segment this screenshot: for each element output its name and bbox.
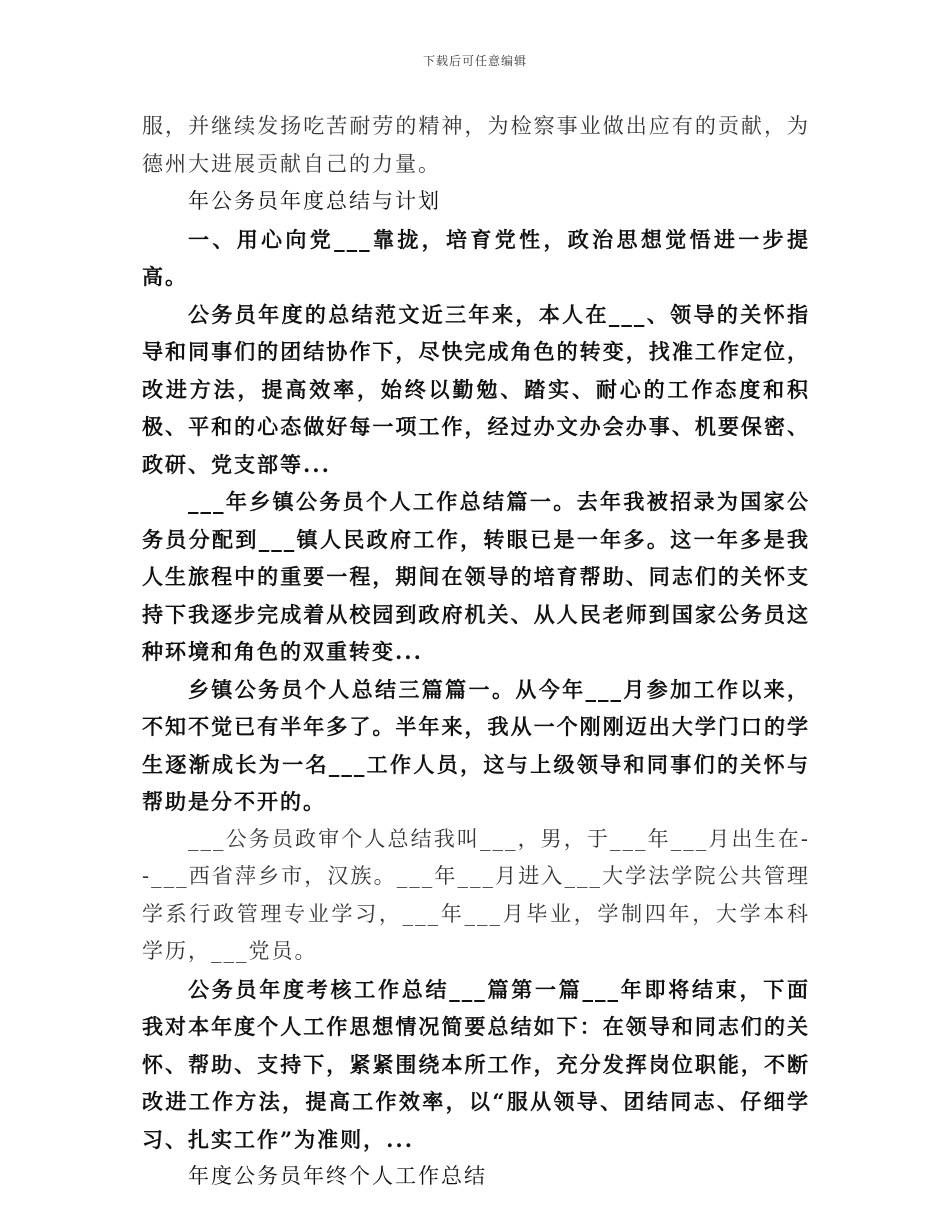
section-title: 年公务员年度总结与计划 xyxy=(188,189,441,213)
paragraph: 公务员年度的总结范文近三年来，本人在___、领导的关怀指导和同事们的团结协作下，尽快完成角色的转变，找准工作定位，改进方法，提高效率，始终以勤勉、踏实、耐心的工作态度和积极、平和的心态做好每一项工作，经过办文办会办事、机要保密、政研、党支部等... xyxy=(142,301,810,477)
page-header: 下载后可任意编辑 xyxy=(422,54,527,68)
section-heading: 一、用心向党___靠拢，培育党性，政治思想觉悟进一步提高。 xyxy=(142,226,810,289)
document-body xyxy=(142,108,810,1196)
section-title: 年度公务员年终个人工作总结 xyxy=(188,1164,487,1188)
paragraph: ___年乡镇公务员个人工作总结篇一。去年我被招录为国家公务员分配到___镇人民政府工作，转眼已是一年多。这一年多是我人生旅程中的重要一程，期间在领导的培育帮助、同志们的关怀支持下我逐步完成着从校园到政府机关、从人民老师到国家公务员这种环境和角色的双重转变... xyxy=(142,489,810,664)
paragraph: 公务员年度考核工作总结___篇第一篇___年即将结束，下面我对本年度个人工作思想情况简要总结如下：在领导和同志们的关怀、帮助、支持下，紧紧围绕本所工作，充分发挥岗位职能，不断改进工作方法，提高工作效率，以“服从领导、团结同志、仔细学习、扎实工作”为准则，... xyxy=(142,976,810,1152)
paragraph: ___公务员政审个人总结我叫___，男，于___年___月出生在--___西省萍乡市，汉族。___年___月进入___大学法学院公共管理学系行政管理专业学习，___年___月毕业，学制四年，大学本科学历，___党员。 xyxy=(142,826,810,963)
paragraph: 乡镇公务员个人总结三篇篇一。从今年___月参加工作以来，不知不觉已有半年多了。半年来，我从一个刚刚迈出大学门口的学生逐渐成长为一名___工作人员，这与上级领导和同事们的关怀与帮助是分不开的。 xyxy=(142,676,810,814)
paragraph-continuation: 服，并继续发扬吃苦耐劳的精神，为检察事业做出应有的贡献，为德州大进展贡献自己的力量。 xyxy=(142,114,810,176)
